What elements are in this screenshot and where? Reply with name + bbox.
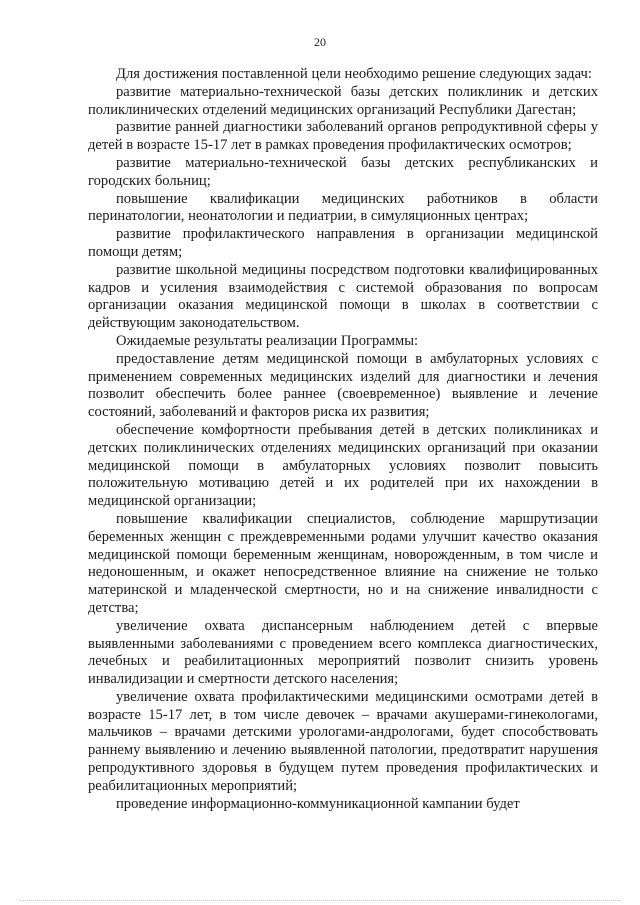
document-body xyxy=(88,66,598,813)
paragraph-task-qualification: повышение квалификации медицинских работников в области перинатологии, неонатологии и педиатрии, в симуляционных центрах; xyxy=(88,190,598,225)
paragraph-result-dispensary: увеличение охвата диспансерным наблюдением детей с впервые выявленными заболеваниями с проведением всего комплекса диагностических, лечебных и реабилитационных мероприятий позволит снизить уровень инвалидизации и смертности детского населения; xyxy=(88,617,598,688)
paragraph-results-intro: Ожидаемые результаты реализации Программы: xyxy=(116,332,419,349)
paragraph-task-hospitals-base: развитие материально-технической базы детских республиканских и городских больниц; xyxy=(88,154,598,189)
paragraph-task-school-medicine: развитие школьной медицины посредством подготовки квалифицированных кадров и усиления взаимодействия с системой образования по вопросам организации оказания медицинской помощи в школах в соответствии с действующим законодательством. xyxy=(88,261,598,332)
paragraph-result-checkups: увеличение охвата профилактическими медицинскими осмотрами детей в возрасте 15-17 лет, в том числе девочек – врачами акушерами-гинекологами, мальчиков – врачами детскими урологами-андрологами, будет способствовать раннему выявлению и лечению выявленной патологии, предотвратит нарушения репродуктивного здоровья в будущем путем проведения профилактических и реабилитационных мероприятий; xyxy=(88,688,598,794)
paragraph-result-specialists: повышение квалификации специалистов, соблюдение маршрутизации беременных женщин с преждевременными родами улучшит качество оказания медицинской помощи беременным женщинам, новорожденным, в том числе и недоношенным, и окажет непосредственное влияние на снижение не только материнской и младенческой смертности, но и на снижение инвалидности с детства; xyxy=(88,510,598,616)
paragraph-result-info-campaign: проведение информационно-коммуникационной кампании будет xyxy=(116,795,520,812)
paragraph-task-prevention: развитие профилактического направления в организации медицинской помощи детям; xyxy=(88,226,598,260)
paragraph-task-clinics-base: развитие материально-технической базы детских поликлиник и детских поликлинических отделений медицинских организаций Республики Дагестан; xyxy=(88,83,598,118)
paragraph-result-comfort: обеспечение комфортности пребывания детей в детских поликлиниках и детских поликлинических отделениях медицинских организаций при оказании медицинской помощи в амбулаторных условиях позволит повысить положительную мотивацию детей и их родителей при их нахождении в медицинской организации; xyxy=(88,421,598,510)
paragraph-result-outpatient-care: предоставление детям медицинской помощи в амбулаторных условиях с применением современных медицинских изделий для диагностики и лечения позволит обеспечить более раннее (своевременное) выявление и лечение состояний, заболеваний и факторов риска их развития; xyxy=(88,350,598,421)
scan-edge-line xyxy=(20,899,620,901)
page-number: 20 xyxy=(314,35,326,49)
paragraph-task-early-diagnostics: развитие ранней диагностики заболеваний органов репродуктивной сферы у детей в возрасте 15-17 лет в рамках проведения профилактических осмотров; xyxy=(88,119,598,154)
paragraph-tasks-intro: Для достижения поставленной цели необходимо решение следующих задач: xyxy=(116,66,592,82)
